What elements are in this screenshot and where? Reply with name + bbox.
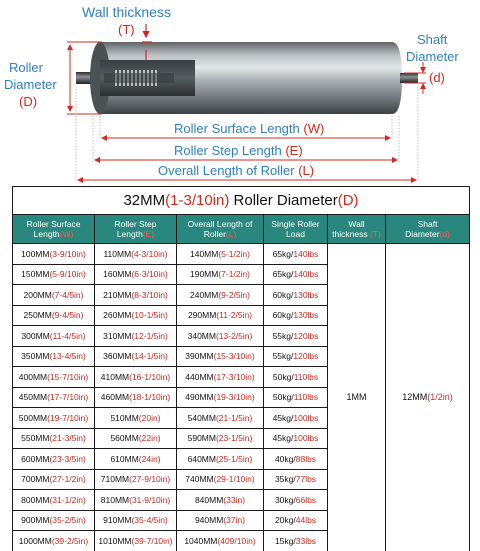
col-header-wall-thickness: Wall thickness (T)	[328, 215, 386, 244]
cell-overall-length: 490MM(19-3/10in)	[177, 387, 264, 408]
shaft-diameter-label-1: Shaft	[417, 32, 448, 47]
overall-length-label: Overall Length of Roller (L)	[158, 163, 315, 178]
cell-surface-length: 600MM(23-3/5in)	[13, 449, 95, 470]
shaft-diameter-label-2: Diameter	[406, 49, 459, 64]
cell-surface-length: 800MM(31-1/2in)	[13, 490, 95, 511]
wall-thickness-label: Wall thickness	[82, 4, 171, 20]
cell-shaft-diameter: 12MM(1/2in)	[386, 244, 470, 551]
right-shaft	[400, 73, 418, 83]
cell-step-length: 560MM(22in)	[95, 428, 177, 449]
cell-overall-length: 390MM(15-3/10in)	[177, 346, 264, 367]
wall-thickness-symbol: (T)	[118, 22, 135, 37]
cell-load: 60kg/130lbs	[264, 285, 328, 306]
cell-surface-length: 900MM(35-2/5in)	[13, 510, 95, 531]
cell-step-length: 210MM(8-3/10in)	[95, 285, 177, 306]
cell-surface-length: 550MM(21-3/5in)	[13, 428, 95, 449]
cell-load: 20kg/44lbs	[264, 510, 328, 531]
cell-overall-length: 740MM(29-1/10in)	[177, 469, 264, 490]
cell-step-length: 160MM(6-3/10in)	[95, 264, 177, 285]
table-title: 32MM(1-3/10in) Roller Diameter(D)	[13, 187, 470, 215]
cell-step-length: 510MM(20in)	[95, 408, 177, 429]
cell-surface-length: 100MM(3-9/10in)	[13, 244, 95, 265]
cell-step-length: 110MM(4-3/10in)	[95, 244, 177, 265]
cell-overall-length: 240MM(9-2/5in)	[177, 285, 264, 306]
cell-surface-length: 150MM(5-9/10in)	[13, 264, 95, 285]
col-header-surface-length: Roller Surface Length(W)	[13, 215, 95, 244]
roller-diagram	[0, 0, 480, 186]
cell-load: 55kg/120lbs	[264, 326, 328, 347]
cell-load: 55kg/120lbs	[264, 346, 328, 367]
cell-surface-length: 700MM(27-1/2in)	[13, 469, 95, 490]
cell-load: 50kg/110lbs	[264, 387, 328, 408]
cell-surface-length: 250MM(9-4/5in)	[13, 305, 95, 326]
cell-surface-length: 350MM(13-4/5in)	[13, 346, 95, 367]
cell-overall-length: 590MM(23-1/5in)	[177, 428, 264, 449]
cell-overall-length: 640MM(25-1/5in)	[177, 449, 264, 470]
cell-overall-length: 940MM(37in)	[177, 510, 264, 531]
cell-step-length: 360MM(14-1/5in)	[95, 346, 177, 367]
cell-overall-length: 190MM(7-1/2in)	[177, 264, 264, 285]
cell-step-length: 310MM(12-1/5in)	[95, 326, 177, 347]
col-header-step-length: Roller Step Length(E)	[95, 215, 177, 244]
cell-load: 40kg/88lbs	[264, 449, 328, 470]
table-row	[13, 244, 470, 265]
cell-step-length: 710MM(27-9/10in)	[95, 469, 177, 490]
shaft-diameter-symbol: (d)	[429, 70, 445, 85]
cell-wall-thickness: 1MM	[328, 244, 386, 551]
col-header-overall-length: Overall Length of Roller(L)	[177, 215, 264, 244]
cell-overall-length: 340MM(13-2/5in)	[177, 326, 264, 347]
step-length-label: Roller Step Length (E)	[174, 143, 303, 158]
table-body	[13, 244, 470, 551]
cell-load: 65kg/140lbs	[264, 244, 328, 265]
cell-overall-length: 140MM(5-1/2in)	[177, 244, 264, 265]
cell-step-length: 910MM(35-4/5in)	[95, 510, 177, 531]
cell-overall-length: 540MM(21-1/5in)	[177, 408, 264, 429]
roller-diameter-label-2: Diameter	[4, 77, 57, 92]
cell-surface-length: 300MM(11-4/5in)	[13, 326, 95, 347]
cell-load: 45kg/100lbs	[264, 408, 328, 429]
cell-step-length: 260MM(10-1/5in)	[95, 305, 177, 326]
cell-step-length: 460MM(18-1/10in)	[95, 387, 177, 408]
cell-overall-length: 840MM(33in)	[177, 490, 264, 511]
cell-overall-length: 440MM(17-3/10in)	[177, 367, 264, 388]
cell-load: 45kg/100lbs	[264, 428, 328, 449]
cell-surface-length: 400MM(15-7/10in)	[13, 367, 95, 388]
cell-overall-length: 1040MM(409/10in)	[177, 531, 264, 551]
cell-step-length: 610MM(24in)	[95, 449, 177, 470]
col-header-load: Single Roller Load	[264, 215, 328, 244]
table-header-row	[13, 215, 470, 244]
cell-surface-length: 200MM(7-4/5in)	[13, 285, 95, 306]
cell-step-length: 1010MM(39-7/10in)	[95, 531, 177, 551]
cell-surface-length: 1000MM(39-2/5in)	[13, 531, 95, 551]
roller-diameter-label-1: Roller	[9, 60, 43, 75]
cell-step-length: 810MM(31-9/10in)	[95, 490, 177, 511]
roller-spec-table	[12, 186, 470, 551]
cell-load: 60kg/130lbs	[264, 305, 328, 326]
cell-load: 50kg/110lbs	[264, 367, 328, 388]
cell-surface-length: 450MM(17-7/10in)	[13, 387, 95, 408]
surface-length-label: Roller Surface Length (W)	[174, 121, 325, 136]
cell-surface-length: 500MM(19-7/10in)	[13, 408, 95, 429]
cell-load: 30kg/66lbs	[264, 490, 328, 511]
cell-load: 15kg/33lbs	[264, 531, 328, 551]
cell-load: 35kg/77lbs	[264, 469, 328, 490]
cell-step-length: 410MM(16-1/10in)	[95, 367, 177, 388]
cell-overall-length: 290MM(11-2/5in)	[177, 305, 264, 326]
cell-load: 65kg/140lbs	[264, 264, 328, 285]
col-header-shaft-diameter: Shaft Diameter(d)	[386, 215, 470, 244]
roller-illustration	[0, 0, 480, 186]
roller-diameter-symbol: (D)	[19, 94, 38, 109]
